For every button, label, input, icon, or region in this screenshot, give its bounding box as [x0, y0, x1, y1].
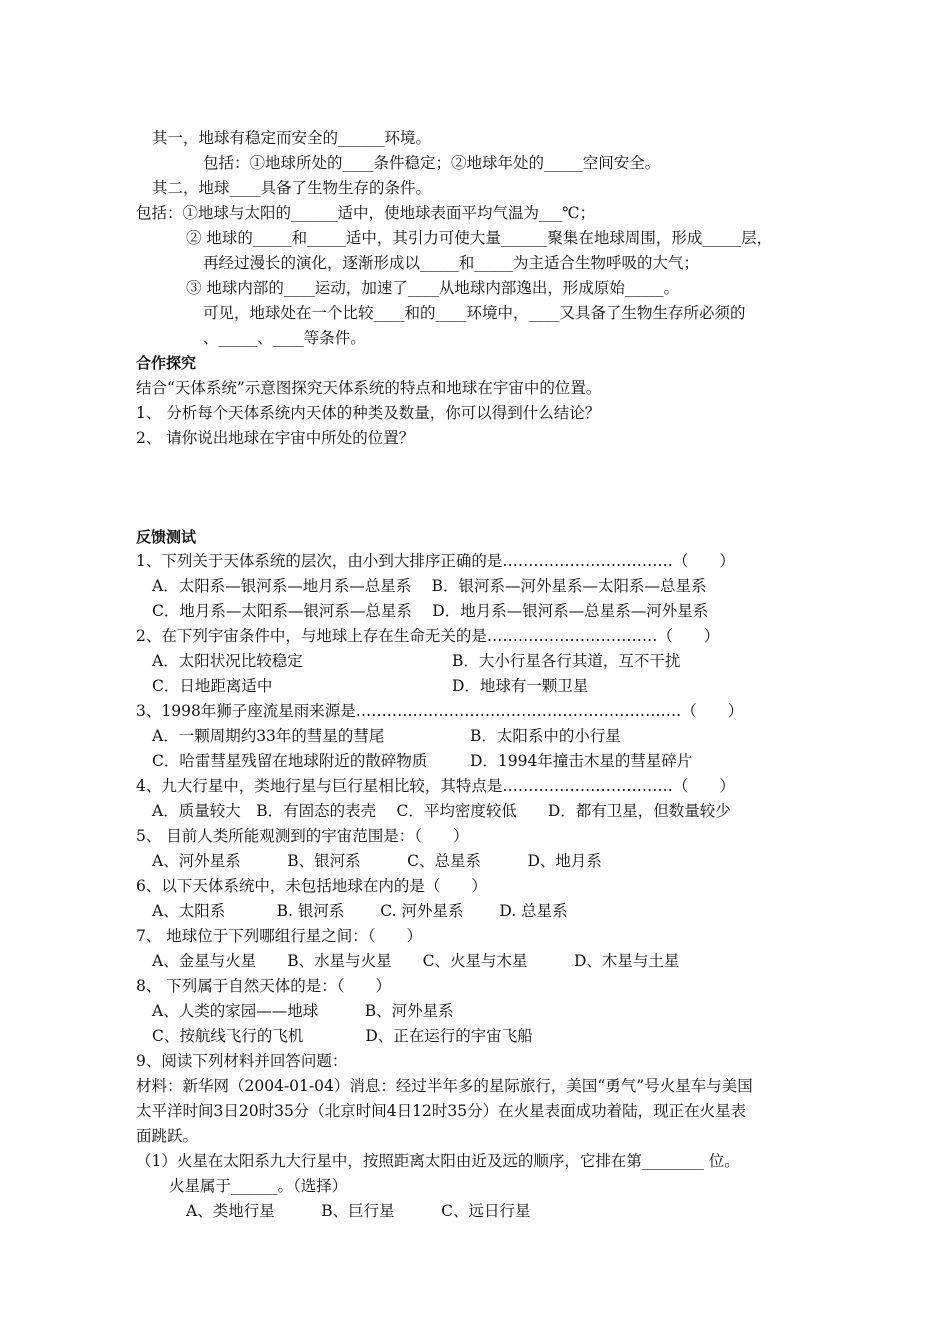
question-line: 1、下列关于天体系统的层次，由小到大排序正确的是……………………………（ ）	[136, 552, 735, 570]
option-line: C、按航线飞行的飞机 D、正在运行的宇宙飞船	[152, 1027, 533, 1045]
text-line: ③ 地球内部的____运动，加速了____从地球内部逸出，形成原始_____。	[186, 279, 680, 297]
text-line: 包括：①地球与太阳的______适中，使地球表面平均气温为___℃；	[136, 204, 596, 222]
question-line: 5、 目前人类所能观测到的宇宙范围是：（ ）	[136, 827, 469, 845]
option-line: A．一颗周期约33年的彗星的彗尾	[152, 727, 385, 745]
text-line: 结合“天体系统”示意图探究天体系统的特点和地球在宇宙中的位置。	[136, 379, 602, 397]
text-line: 面跳跃。	[136, 1127, 199, 1145]
option-line: A、类地行星 B、巨行星 C、远日行星	[186, 1202, 531, 1220]
option-line: A．太阳状况比较稳定	[152, 652, 303, 670]
text-line: 1、 分析每个天体系统内天体的种类及数量，你可以得到什么结论？	[136, 404, 601, 422]
text-line: 其二，地球____具备了生物生存的条件。	[152, 179, 432, 197]
section-heading: 合作探究	[136, 354, 197, 372]
option-line: A、太阳系 B. 银河系 C. 河外星系 D. 总星系	[152, 902, 568, 920]
option-line: C．日地距离适中	[152, 677, 273, 695]
option-line: D．1994年撞击木星的彗星碎片	[470, 752, 693, 770]
text-line: 太平洋时间3日20时35分（北京时间4日12时35分）在火星表面成功着陆，现正在火星表	[136, 1102, 747, 1120]
question-line: 9、阅读下列材料并回答问题：	[136, 1052, 348, 1070]
option-line: A、金星与火星 B、水星与火星 C、火星与木星 D、木星与土星	[152, 952, 680, 970]
question-line: 8、 下列属于自然天体的是：（ ）	[136, 977, 392, 995]
option-line: A、河外星系 B、银河系 C、总星系 D、地月系	[152, 852, 602, 870]
option-line: B．太阳系中的小行星	[470, 727, 621, 745]
option-line: C．哈雷彗星残留在地球附近的散碎物质	[152, 752, 428, 770]
section-heading: 反馈测试	[136, 528, 197, 546]
text-line: 可见，地球处在一个比较____和的____环境中，____又具备了生物生存所必须的	[203, 304, 746, 322]
option-line: B．大小行星各行其道，互不干扰	[452, 652, 681, 670]
option-line: D．地球有一颗卫星	[452, 677, 589, 695]
question-line: （1）火星在太阳系九大行星中，按照距离太阳由近及远的顺序，它排在第________ 位。	[136, 1152, 740, 1170]
text-line: 火星属于______。（选择）	[169, 1177, 348, 1195]
option-line: A、人类的家园——地球 B、河外星系	[152, 1002, 454, 1020]
option-line: A．质量较大 B．有固态的表壳 C．平均密度较低 D．都有卫星，但数量较少	[152, 802, 731, 820]
text-line: 包括：①地球所处的____条件稳定；②地球年处的_____空间安全。	[203, 154, 661, 172]
option-line: A．太阳系—银河系—地月系—总星系 B．银河系—河外星系—太阳系—总星系	[152, 577, 707, 595]
text-line: 、_____、____等条件。	[203, 329, 366, 347]
option-line: C．地月系—太阳系—银河系—总星系 D．地月系—银河系—总星系—河外星系	[152, 602, 709, 620]
question-line: 6、以下天体系统中，未包括地球在内的是（ ）	[136, 877, 487, 895]
question-line: 2、在下列宇宙条件中，与地球上存在生命无关的是……………………………（ ）	[136, 627, 720, 645]
question-line: 7、 地球位于下列哪组行星之间：（ ）	[136, 927, 423, 945]
text-line: 材料：新华网（2004-01-04）消息：经过半年多的星际旅行，美国“勇气”号火星车与美国	[136, 1077, 753, 1095]
question-line: 4、九大行星中，类地行星与巨行星相比较，其特点是……………………………（ ）	[136, 777, 735, 795]
text-line: 其一，地球有稳定而安全的______环境。	[152, 129, 432, 147]
text-line: 2、 请你说出地球在宇宙中所处的位置？	[136, 429, 415, 447]
question-line: 3、1998年狮子座流星雨来源是………………………………………………………（ ）	[136, 702, 744, 720]
text-line: ② 地球的_____和_____适中，其引力可使大量______聚集在地球周围，形成_____层，	[186, 229, 773, 247]
text-line: 再经过漫长的演化，逐渐形成以_____和_____为主适合生物呼吸的大气；	[203, 254, 700, 272]
